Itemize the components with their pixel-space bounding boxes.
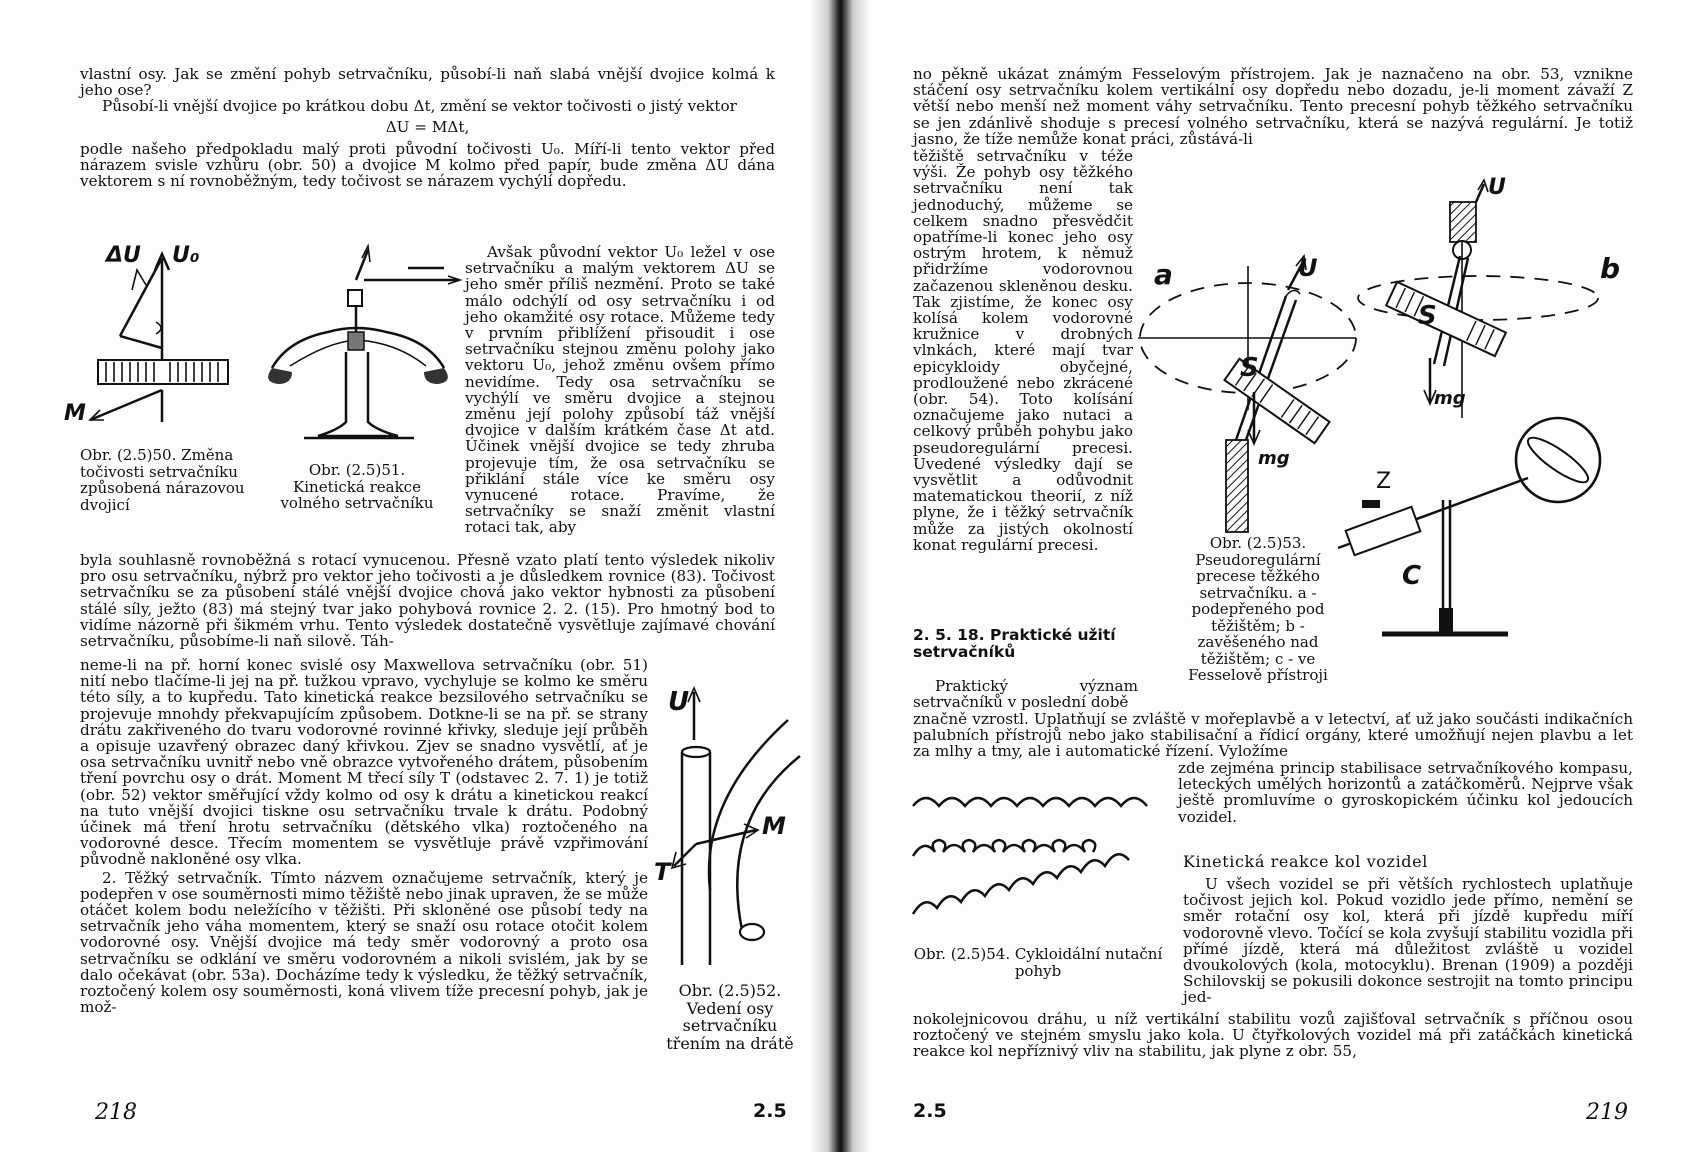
fig53-label-S2: S (1418, 301, 1437, 331)
right-text-vehicles (1183, 876, 1633, 1006)
left-section-mark: 2.5 (753, 1100, 787, 1122)
left-text-lower (80, 657, 648, 1015)
right-page-number: 219 (1586, 1100, 1628, 1125)
fig53-label-Z: Z (1376, 469, 1392, 494)
right-text-bottom (913, 1011, 1633, 1060)
right-text-column (913, 148, 1133, 553)
fig53-label-mg1: mg (1258, 448, 1290, 469)
left-formula: ΔU = MΔt, (385, 117, 470, 136)
right-p3: Praktický význam setrvačníků v poslední době (913, 677, 1138, 712)
fig50-label-dU: ΔU (106, 243, 141, 268)
fig50-label-M: M (64, 401, 86, 426)
left-text-top (80, 66, 775, 189)
left-p1: vlastní osy. Jak se změní pohyb setrvačníku, působí-li naň slabá vnější dvojice kolmá k jeho ose? (80, 65, 775, 100)
fig54-caption: Obr. (2.5)54. Cykloidální nutační pohyb (913, 945, 1163, 980)
fig53-caption: Obr. (2.5)53. Pseudoregulární precese těžkého setrvačníku. a - podepřeného pod těžištěm; b - zavěšeného nad těžištěm; c - ve Fesselově přístroji (1188, 534, 1328, 684)
fig50-label-U0: U₀ (172, 243, 200, 268)
fig53-label-a: a (1154, 258, 1173, 291)
left-text-middle (80, 552, 775, 649)
right-p1: no pěkně ukázat známým Fesselovým přístrojem. Jak je naznačeno na obr. 53, vznikne stáčení osy setrvačníku kolem vertikální osy dopředu nebo dozadu, je-li moment závaží Z větší nebo menší než moment váhy setrvačníku. Tento precesní pohyb těžkého setrvačníku se jen zdánlivě shoduje s precesí volného setrvačníku, která se nazývá regulární. Je totiž jasno, že tíže nemůže konat práci, zůstává-li (913, 65, 1633, 148)
fig53-label-c: C (1402, 561, 1422, 591)
left-p2: Působí-li vnější dvojice po krátkou dobu Δt, změní se vektor točivosti o jistý vektor (102, 97, 737, 116)
right-text-practical (913, 678, 1138, 710)
fig52-label-U: U (668, 687, 690, 717)
left-page (0, 0, 820, 1152)
fig53-label-b: b (1600, 252, 1621, 285)
figure-50-diagram (62, 240, 252, 440)
fig53-label-U1: U (1298, 254, 1318, 282)
fig51-caption: Obr. (2.5)51. Kinetická reakce volného setrvačníku (280, 461, 434, 512)
right-p6: U všech vozidel se při větších rychlostech uplatňuje točivost jejich kol. Pokud vozidlo jede přímo, nemění se směr rotační osy kol, která při jízdě kupředu míří vodorovně vlevo. Točící se kola zvyšují stabilitu vozidla při přímé jízdě, která má důležitost zvláště u vozidel dvoukolových (kola, motocyklu). Brenan (1909) a později Schilovskij se pokusili dokonce sestrojit na tomto principu jed- (1183, 875, 1633, 1007)
fig52-caption: Obr. (2.5)52. Vedení osy setrvačníku třením na drátě (666, 981, 794, 1053)
section-heading: 2. 5. 18. Praktické užití setrvačníků (913, 626, 1116, 661)
fig52-label-T: T (654, 858, 671, 886)
figure-52-diagram (654, 680, 820, 970)
left-page-number: 218 (95, 1100, 137, 1125)
right-text-full (913, 711, 1633, 760)
fig53-label-mg2: mg (1434, 388, 1466, 409)
left-p4: Avšak původní vektor U₀ ležel v ose setrvačníku a malým vektorem ΔU se jeho směr příliš nezmění. Proto se také málo odchýlí od osy setrvačníku i od jeho okamžité osy rotace. Můžeme tedy v prvním přiblížení přisoudit i ose setrvačníku stejnou změnu polohy jako vektoru U₀, jehož změnu ovšem přímo nevidíme. Tedy osa setrvačníku se vychýlí ve směru dvojice a stejnou změnu její polohy způsobí táž vnější dvojice v dalším krátkém čase Δt atd. Účinek vnější dvojice se tedy zhruba projevuje tím, že osa setrvačníku se přiklání stále více ke směru osy vynucené rotace. Pravíme, že setrvačníky se snaží změnit vlastní rotaci tak, aby (465, 243, 775, 537)
fig52-label-M: M (762, 812, 786, 840)
right-section-mark: 2.5 (913, 1100, 947, 1122)
subsection-heading: Kinetická reakce kol vozidel (1183, 852, 1428, 871)
left-text-column (465, 244, 775, 536)
right-text-top (913, 66, 1633, 147)
right-text-compass (1178, 760, 1633, 825)
figure-51-diagram (268, 240, 468, 450)
fig53-label-U2: U (1488, 175, 1506, 200)
right-p4: značně vzrostl. Uplatňují se zvláště v mořeplavbě a v letectví, ať už jako součásti indikačních palubních přístrojů nebo jako stabilisační a řídicí orgány, které umožňují nejen plavbu a let za mlhy a tmy, ale i automatické řízení. Vyložíme (913, 710, 1633, 761)
right-p5: zde zejména princip stabilisace setrvačníkového kompasu, leteckých umělých horizontů a zatáčkoměrů. Nejprve však ještě promluvíme o gyroskopickém účinku kol jedoucích vozidel. (1178, 759, 1633, 826)
left-p6: neme-li na př. horní konec svislé osy Maxwellova setrvačníku (obr. 51) nití nebo tlačíme-li jej na př. tužkou vpravo, vychyluje se kolmo ke směru této síly, a to kupředu. Tato kinetická reakce bezsilového setrvačníku se projevuje mnohdy překvapujícím způsobem. Dotkne-li se na př. se strany drátu zakřiveného do tvaru vodorovné rovinné křivky, sleduje její průběh a opisuje uzavřený obrazec daný křivkou. Zjev se snadno vysvětlí, ať je osa setrvačníku uvnitř nebo vně obrazce vytvořeného drátem, působením tření povrchu osy o drát. Moment M třecí síly T (odstavec 2. 7. 1) je totiž (obr. 52) vektor směřující vždy kolmo od osy k drátu a kinetickou reakcí na tuto vnější dvojici tiskne osu setrvačníku trvale k drátu. Podobný účinek má tření hrotu setrvačníku (dětského vlka) roztočeného na vodorovné desce. Třecím momentem se vysvětluje právě vzpřimování původně nakloněné osy vlka. (80, 656, 648, 869)
fig50-caption: Obr. (2.5)50. Změna točivosti setrvačníku způsobená nárazovou dvojicí (80, 446, 245, 514)
figure-54-diagram (913, 784, 1163, 934)
right-p2: těžiště setrvačníku v téže výši. Že pohyb osy těžkého setrvačníku není tak jednoduchý, můžeme se celkem snadno přesvědčit opatříme-li konec jeho osy ostrým hrotem, k němuž přidržíme vodorovnou začazenou skleněnou desku. Tak zjistíme, že konec osy kolísá kolem vodorovné kružnice v drobných vlnkách, které mají tvar epicykloidy obyčejné, prodloužené nebo zkrácené (obr. 54). Toto kolísání označujeme jako nutaci a celkový průběh pohybu jako pseudoregulární precesi. Uvedené výsledky dají se vysvětlit a odůvodnit matematickou theorií, z níž plyne, že i těžký setrvačník může za jistých okolností konat regulární precesi. (913, 147, 1133, 554)
fig53-label-S1: S (1240, 353, 1259, 383)
right-p7: nokolejnicovou dráhu, u níž vertikální stabilitu vozů zajišťoval setrvačník s příčnou osou roztočený ve stejném smyslu jako kola. U čtyřkolových vozidel má při zatáčkách kinetická reakce kol nepříznivý vliv na stabilitu, jak plyne z obr. 55, (913, 1010, 1633, 1061)
right-page (848, 0, 1683, 1152)
left-p7: 2. Těžký setrvačník. Tímto názvem označujeme setrvačník, který je podepřen v ose souměrnosti mimo těžiště nebo jinak upraven, že se může otáčet kolem bodu neležícího v těžišti. Při skloněné ose působí tedy na setrvačník jeho váha momentem, který se snaží osu rotace otočit kolem vodorovné osy. Vnější dvojice má tedy směr vodorovný a proto osa setrvačníku se odklání ve směru vodorovném a nikoli svislém, jak by se dalo očekávat (obr. 53a). Docházíme tedy k výsledku, že těžký setrvačník, roztočený kolem osy souměrnosti, koná vlivem tíže precesní pohyb, jak je mož- (80, 868, 648, 1017)
left-p5: byla souhlasně rovnoběžná s rotací vynucenou. Přesně vzato platí tento výsledek nikoliv pro osu setrvačníku, nýbrž pro vektor jeho točivosti a je důsledkem rovnice (83). Točivost setrvačníku se za působení stálé vnější dvojice chová jako vektor hybnosti za působení stálé síly, ježto (83) má stejný tvar jako pohybová rovnice 2. 2. (15). Pro hmotný bod to vidíme názorně při šikmém vrhu. Tento výsledek dostatečně vysvětluje zajímavé chování setrvačníku, působíme-li naň silově. Táh- (80, 551, 775, 651)
left-p3: podle našeho předpokladu malý proti původní točivosti U₀. Míří-li tento vektor před nárazem svisle vzhůru (obr. 50) a dvojice M kolmo před papír, bude změna ΔU dána vektorem s ní rovnoběžným, tedy točivost se nárazem vychýlí dopředu. (80, 139, 775, 191)
